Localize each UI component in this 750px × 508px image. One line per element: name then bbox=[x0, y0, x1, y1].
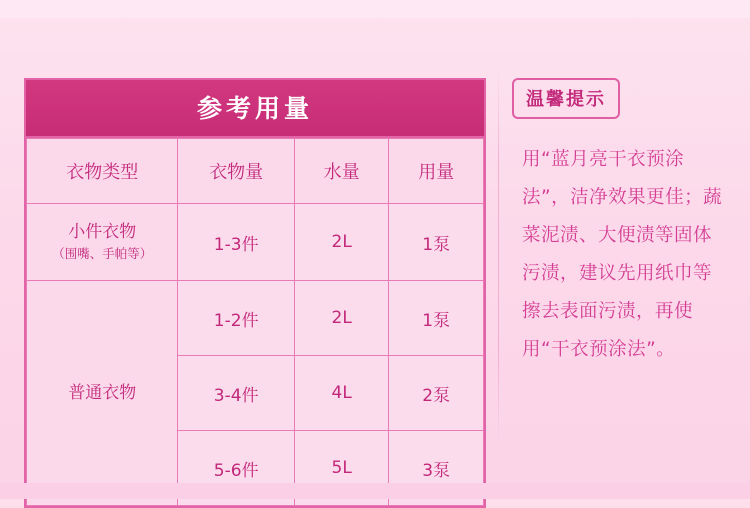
cell-dose-row4: 3泵 bbox=[389, 431, 484, 506]
cell-dose-row3: 2泵 bbox=[389, 356, 484, 431]
cell-amount-row3: 3-4件 bbox=[178, 356, 294, 431]
cell-water-row3: 4L bbox=[294, 356, 389, 431]
cell-amount-row4: 5-6件 bbox=[178, 431, 294, 506]
column-header-type: 衣物类型 bbox=[27, 139, 178, 204]
cell-amount-row2: 1-2件 bbox=[178, 281, 294, 356]
cell-dose-row1: 1泵 bbox=[389, 204, 484, 281]
usage-table bbox=[26, 138, 484, 506]
cell-water-row1: 2L bbox=[294, 204, 389, 281]
section-divider bbox=[498, 66, 499, 446]
cell-type-small-sub: （围嘴、手帕等） bbox=[52, 246, 153, 262]
cell-dose-row2: 1泵 bbox=[389, 281, 484, 356]
tips-text: 用“蓝月亮干衣预涂法”，洁净效果更佳；蔬菜泥渍、大便渍等固体污渍，建议先用纸巾等擦去表面污渍，再使用“干衣预涂法”。 bbox=[522, 149, 723, 360]
cell-water-row2: 2L bbox=[294, 281, 389, 356]
cell-water-row4: 5L bbox=[294, 431, 389, 506]
table-header-row bbox=[27, 139, 484, 204]
cell-amount-row1: 1-3件 bbox=[178, 204, 294, 281]
column-header-water: 水量 bbox=[294, 139, 389, 204]
table-row bbox=[27, 281, 484, 356]
cell-type-normal: 普通衣物 bbox=[27, 281, 178, 506]
cell-type-small bbox=[27, 204, 178, 281]
column-header-amount: 衣物量 bbox=[178, 139, 294, 204]
table-row bbox=[27, 204, 484, 281]
tips-panel bbox=[512, 78, 726, 369]
usage-table-title: 参考用量 bbox=[26, 80, 484, 138]
column-header-dose: 用量 bbox=[389, 139, 484, 204]
usage-table-panel bbox=[24, 78, 486, 508]
tips-badge: 温馨提示 bbox=[512, 78, 620, 119]
cell-type-small-main: 小件衣物 bbox=[68, 222, 137, 243]
